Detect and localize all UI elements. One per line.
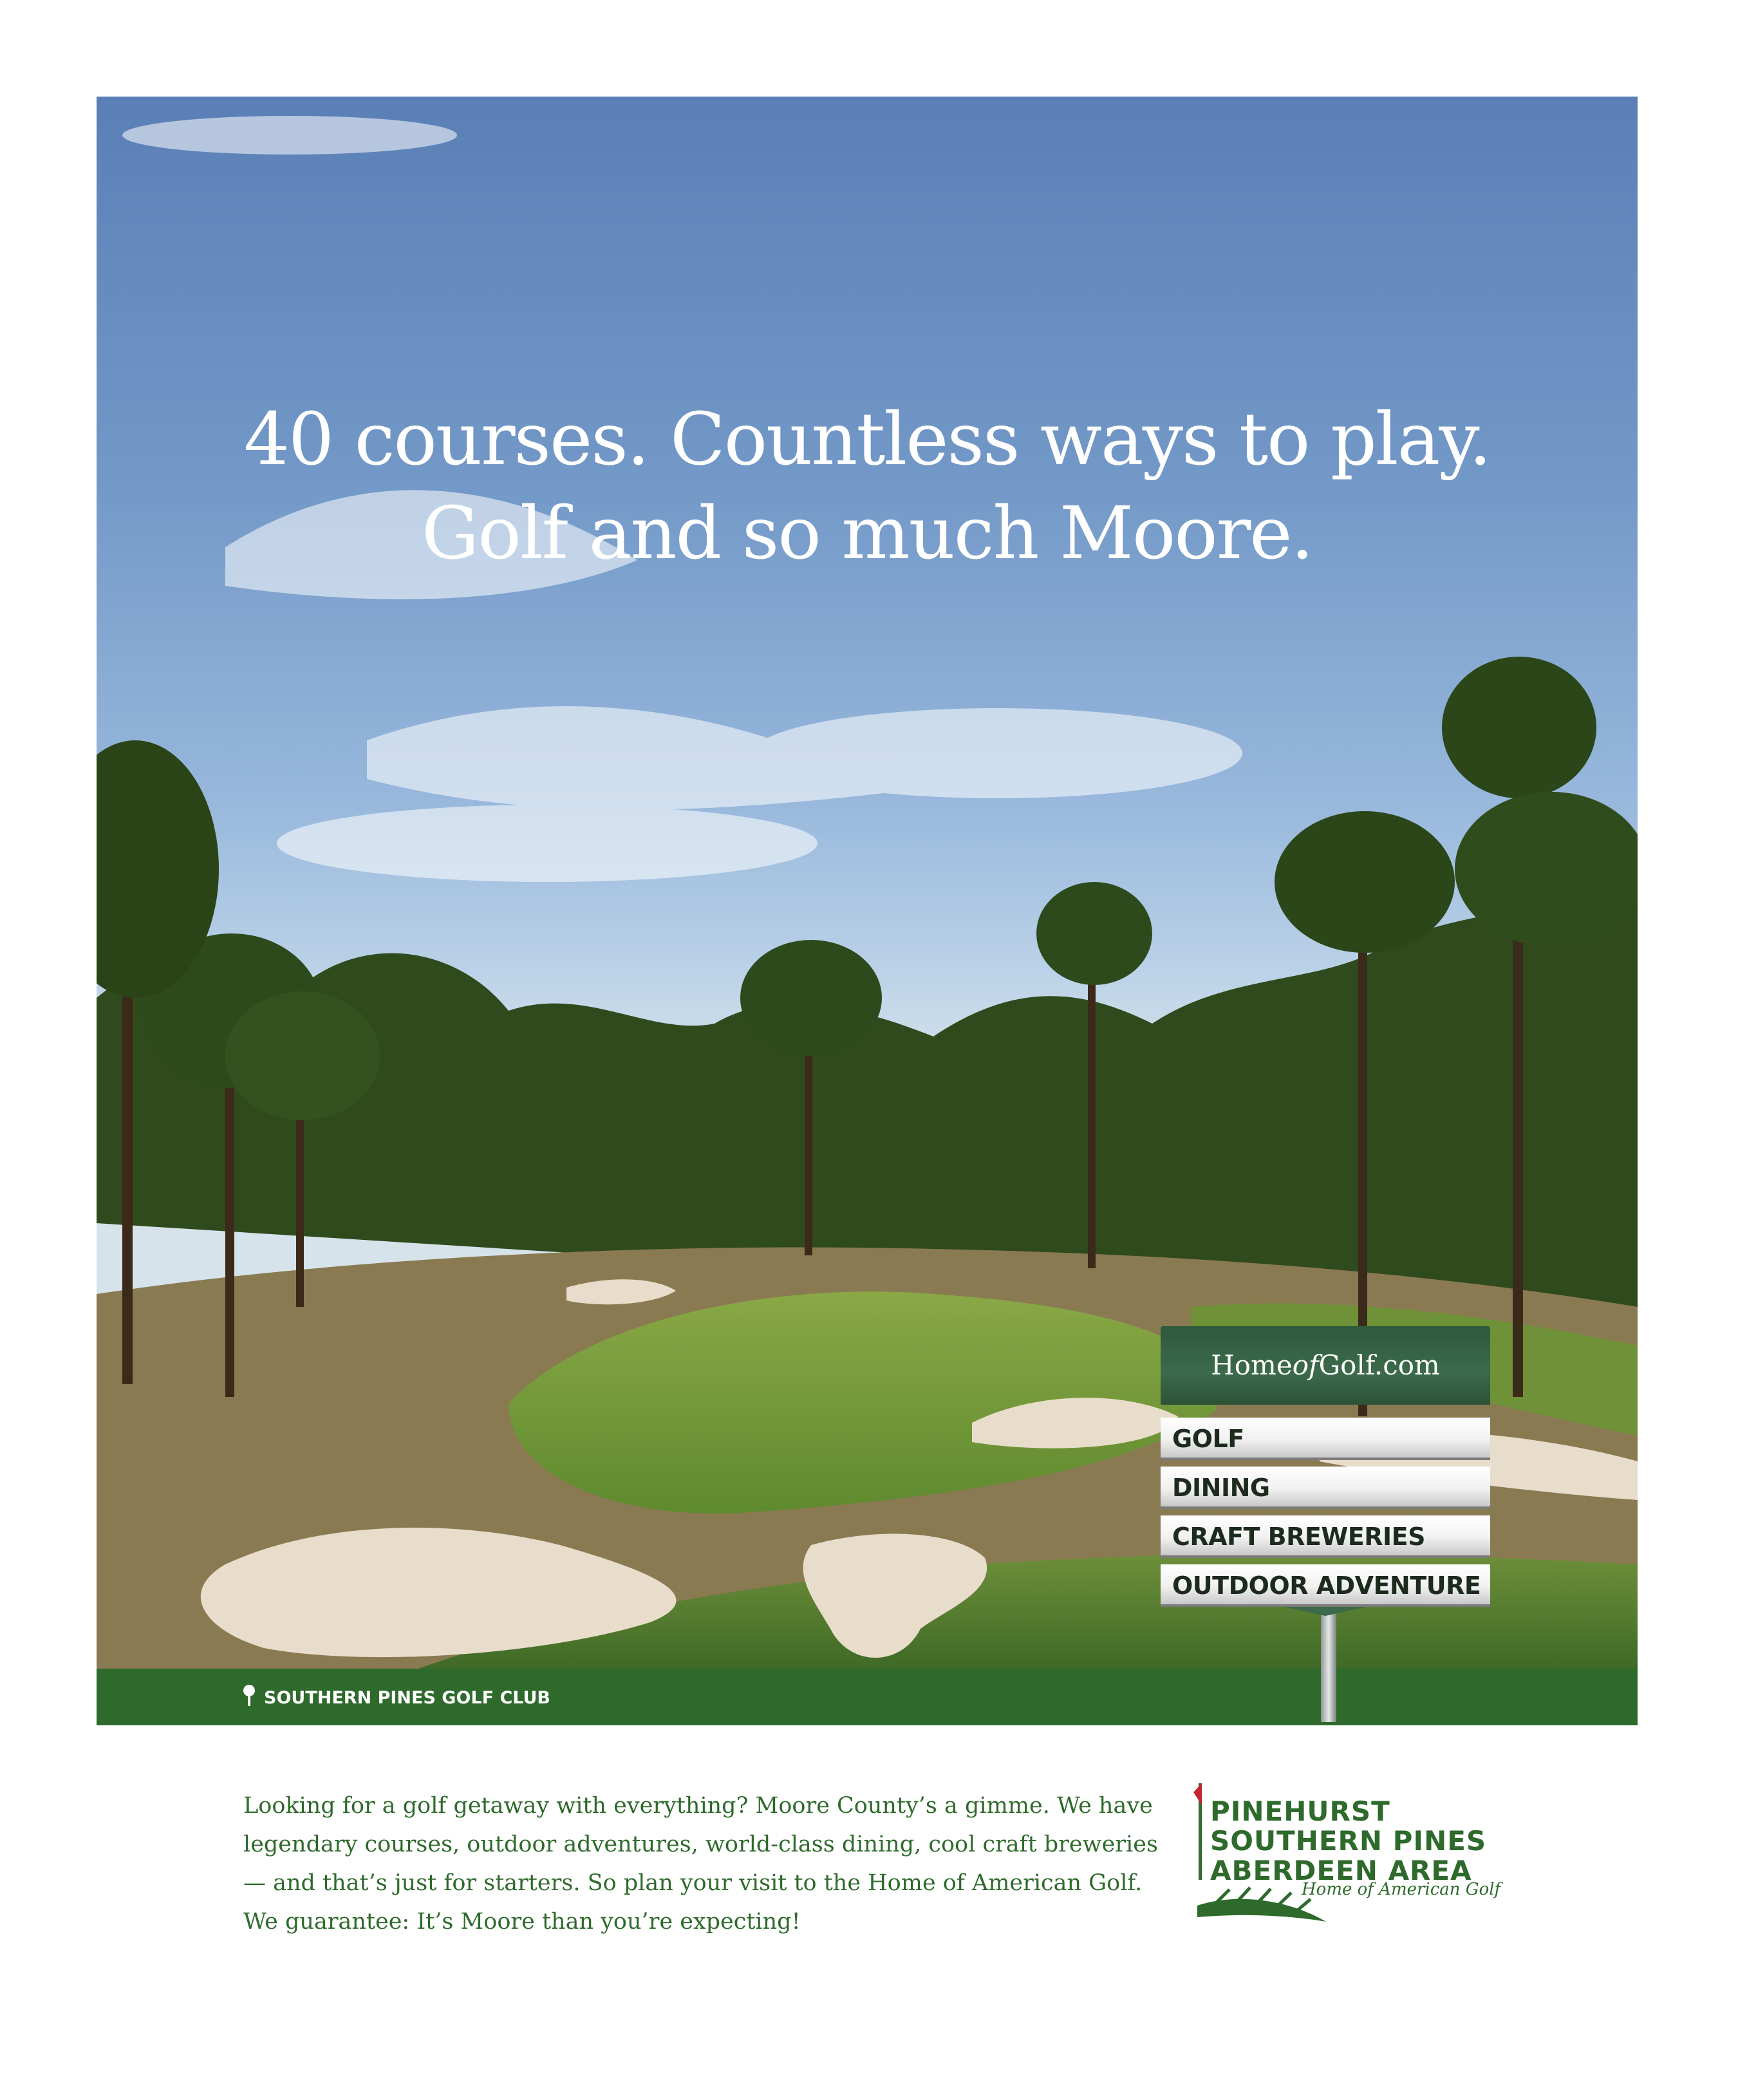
sign-item-dining: DINING <box>1161 1467 1490 1509</box>
sign-item-outdoor-adventure: OUTDOOR ADVENTURE <box>1161 1564 1490 1607</box>
website-link[interactable]: HomeofGolf.com <box>1161 1326 1490 1405</box>
sign-item-craft-breweries: CRAFT BREWERIES <box>1161 1515 1490 1558</box>
photo-caption: SOUTHERN PINES GOLF CLUB <box>264 1688 551 1708</box>
logo-line-3: ABERDEEN AREA <box>1210 1855 1472 1886</box>
headline-line-1: 40 courses. Countless ways to play. <box>243 398 1491 482</box>
caption-bar <box>97 1669 1638 1725</box>
headline <box>97 393 1638 581</box>
logo-line-1: PINEHURST <box>1210 1795 1390 1827</box>
sign-item-golf: GOLF <box>1161 1418 1490 1460</box>
logo-line-2: SOUTHERN PINES <box>1210 1825 1487 1857</box>
sign-post <box>1321 1609 1336 1722</box>
logo-tagline: Home of American Golf <box>1302 1880 1501 1899</box>
body-copy: Looking for a golf getaway with everything? Moore County’s a gimme. We have legendary courses, outdoor adventures, world-class dining, cool craft breweries — and that’s just for starters. So plan your visit to the Home of American Golf. We guarantee: It’s Moore than you’re expecting! <box>243 1793 1158 1935</box>
pinehurst-logo <box>1191 1777 1501 1931</box>
headline-line-2: Golf and so much Moore. <box>421 492 1313 576</box>
location-pin-icon <box>242 1684 256 1709</box>
